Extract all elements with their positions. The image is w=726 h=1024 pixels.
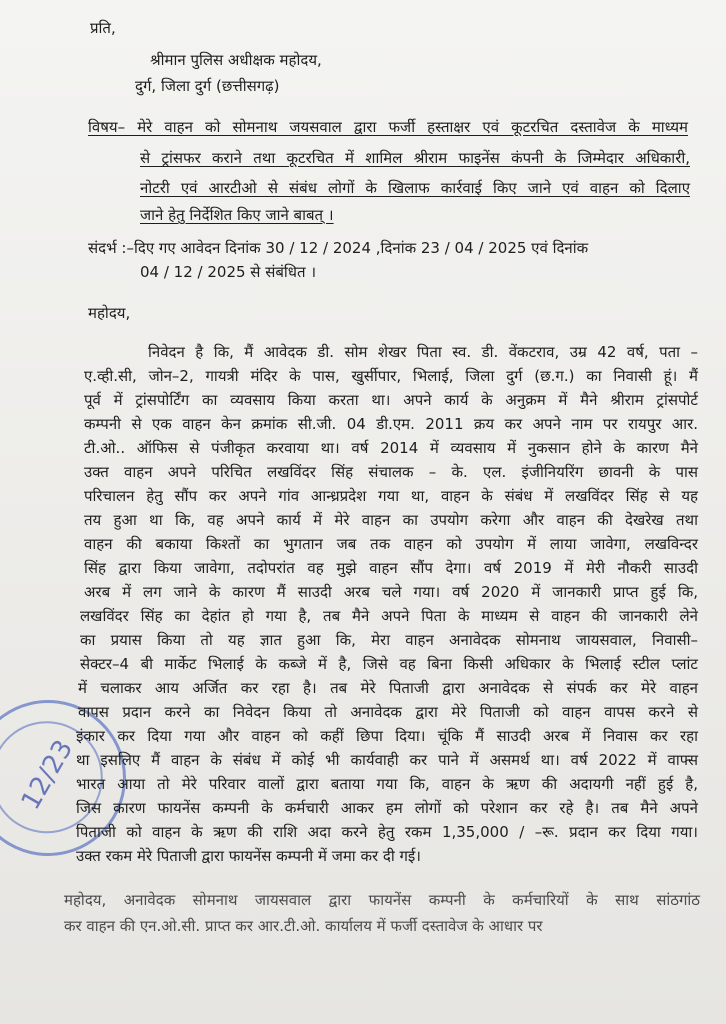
body-line: ए.व्ही.सी, जोन–2, गायत्री मंदिर के पास, खुर्सीपार, भिलाई, जिला दुर्ग (छ.ग.) का निवासी हूं। मैं [84,367,698,385]
addressee-label: प्रति, [90,19,116,37]
recipient-line: श्रीमान पुलिस अधीक्षक महोदय, [150,51,322,69]
body-line: उक्त वाहन अपने परिचित लखविंदर सिंह संचालक – के. एल. इंजीनियरिंग छावनी के पास [84,463,698,481]
body-line: अरब में लग जाने के कारण मैं साउदी अरब चले गया। वर्ष 2020 में जानकारी प्राप्त हुई कि, [84,583,698,601]
body-line: भारत आया तो मेरे परिवार वालों द्वारा बताया गया कि, वाहन के ऋण की अदायगी नहीं हुई है, [76,775,698,793]
body-line: सेक्टर–4 बी मार्केट भिलाई के कब्जे में है, जिसे वह बिना किसी अधिकार के भिलाई स्टील प्लांट [80,655,698,673]
body-line: तय हुआ था कि, वह अपने कार्य में मेरे वाहन का उपयोग करेगा और वाहन की देखरेख तथा [84,511,698,529]
subject-line: विषय– मेरे वाहन को सोमनाथ जयसवाल द्वारा फर्जी हस्ताक्षर एवं कूटरचित दस्तावेज के माध्यम [88,118,688,136]
body-line: कम्पनी से एक वाहन केन क्रमांक सी.जी. 04 डी.एम. 2011 क्रय कर अपने नाम पर रायपुर आर. [84,415,698,433]
body-line: वाहन की बकाया किश्तों का भुगतान जब तक वाहन को उपयोग में लाया जावेगा, लखविन्दर [84,535,698,553]
body-line: वापस प्रदान करने का निवेदन किया तो अनावेदक द्वारा मेरे पिताजी को वाहन वापस करने से [78,703,698,721]
body-line: परिचालन हेतु सौंप कर अपने गांव आन्ध्रप्रदेश गया था, वाहन के संबंध में लखविंदर सिंह से यह [84,487,698,505]
stamp-handwritten-date: 12/23 [15,735,80,815]
closing-line: कर वाहन की एन.ओ.सी. प्राप्त कर आर.टी.ओ. कार्यालय में फर्जी दस्तावेज के आधार पर [64,917,543,935]
recipient-line: दुर्ग, जिला दुर्ग (छत्तीसगढ़) [135,77,280,95]
salutation: महोदय, [88,304,131,322]
body-line: टी.ओ.. ऑफिस से पंजीकृत करवाया था। वर्ष 2014 में व्यवसाय में नुकसान होने के कारण मैने [84,439,698,457]
reference-line: 04 / 12 / 2025 से संबंधित । [140,263,317,281]
reference-line: संदर्भ :–दिए गए आवेदन दिनांक 30 / 12 / 2024 ,दिनांक 23 / 04 / 2025 एवं दिनांक [88,239,589,257]
body-line: उक्त रकम मेरे पिताजी द्वारा फायनेंस कम्पनी में जमा कर दी गई। [76,847,421,865]
body-line: जिस कारण फायनेंस कम्पनी के कर्मचारी आकर हम लोगों को परेशान कर रहे है। तब मैने अपने [76,799,698,817]
body-line: निवेदन है कि, मैं आवेदक डी. सोम शेखर पिता स्व. डी. वेंकटराव, उम्र 42 वर्ष, पता – [148,343,698,361]
body-line: पूर्व में ट्रांसपोर्टिंग का व्यवसाय किया करता था। अपने कार्य के अनुक्रम में मैने श्रीराम ट्रांसपोर्ट [84,391,698,409]
subject-line: नोटरी एवं आरटीओ से संबंध लोगों के खिलाफ कार्रवाई किए जाने एवं वाहन को दिलाए [140,179,690,197]
body-line: था इसलिए मैं वाहन के संबंध में कोई भी कार्यवाही कर पाने में असमर्थ था। वर्ष 2022 में वाफ्स [76,751,698,769]
body-line: इंकार कर दिया गया और वाहन को कहीं छिपा दिया। चूंकि मैं साउदी अरब में निवास कर रहा [76,727,698,745]
closing-line: महोदय, अनावेदक सोमनाथ जायसवाल द्वारा फायनेंस कम्पनी के कर्मचारियों के साथ सांठगांठ [64,891,700,909]
subject-line: से ट्रांसफर कराने तथा कूटरचित में शामिल श्रीराम फाइनेंस कंपनी के जिम्मेदार अधिकारी, [140,149,690,167]
body-line: में चलाकर आय अर्जित कर रहा है। तब मेरे पिताजी द्वारा अनावेदक से संपर्क कर मेरे वाहन [78,679,698,697]
subject-line: जाने हेतु निर्देशित किए जाने बाबत् । [140,206,334,224]
body-line: सिंह द्वारा किया जावेगा, तदोपरांत वह मुझे वाहन सौंप देगा। वर्ष 2019 में मेरी नौकरी साउदी [84,559,698,577]
body-line: का प्रयास किया तो यह ज्ञात हुआ कि, मेरा वाहन अनावेदक सोमनाथ जायसवाल, निवासी– [80,631,698,649]
body-line: पिताजी को वाहन के ऋण की राशि अदा करने हेतु रकम 1,35,000 / –रू. प्रदान कर दिया गया। [76,823,698,841]
body-line: लखविंदर सिंह का देहांत हो गया है, तब मैने अपने पिता के माध्यम से वाहन की जानकारी लेने [80,607,698,625]
